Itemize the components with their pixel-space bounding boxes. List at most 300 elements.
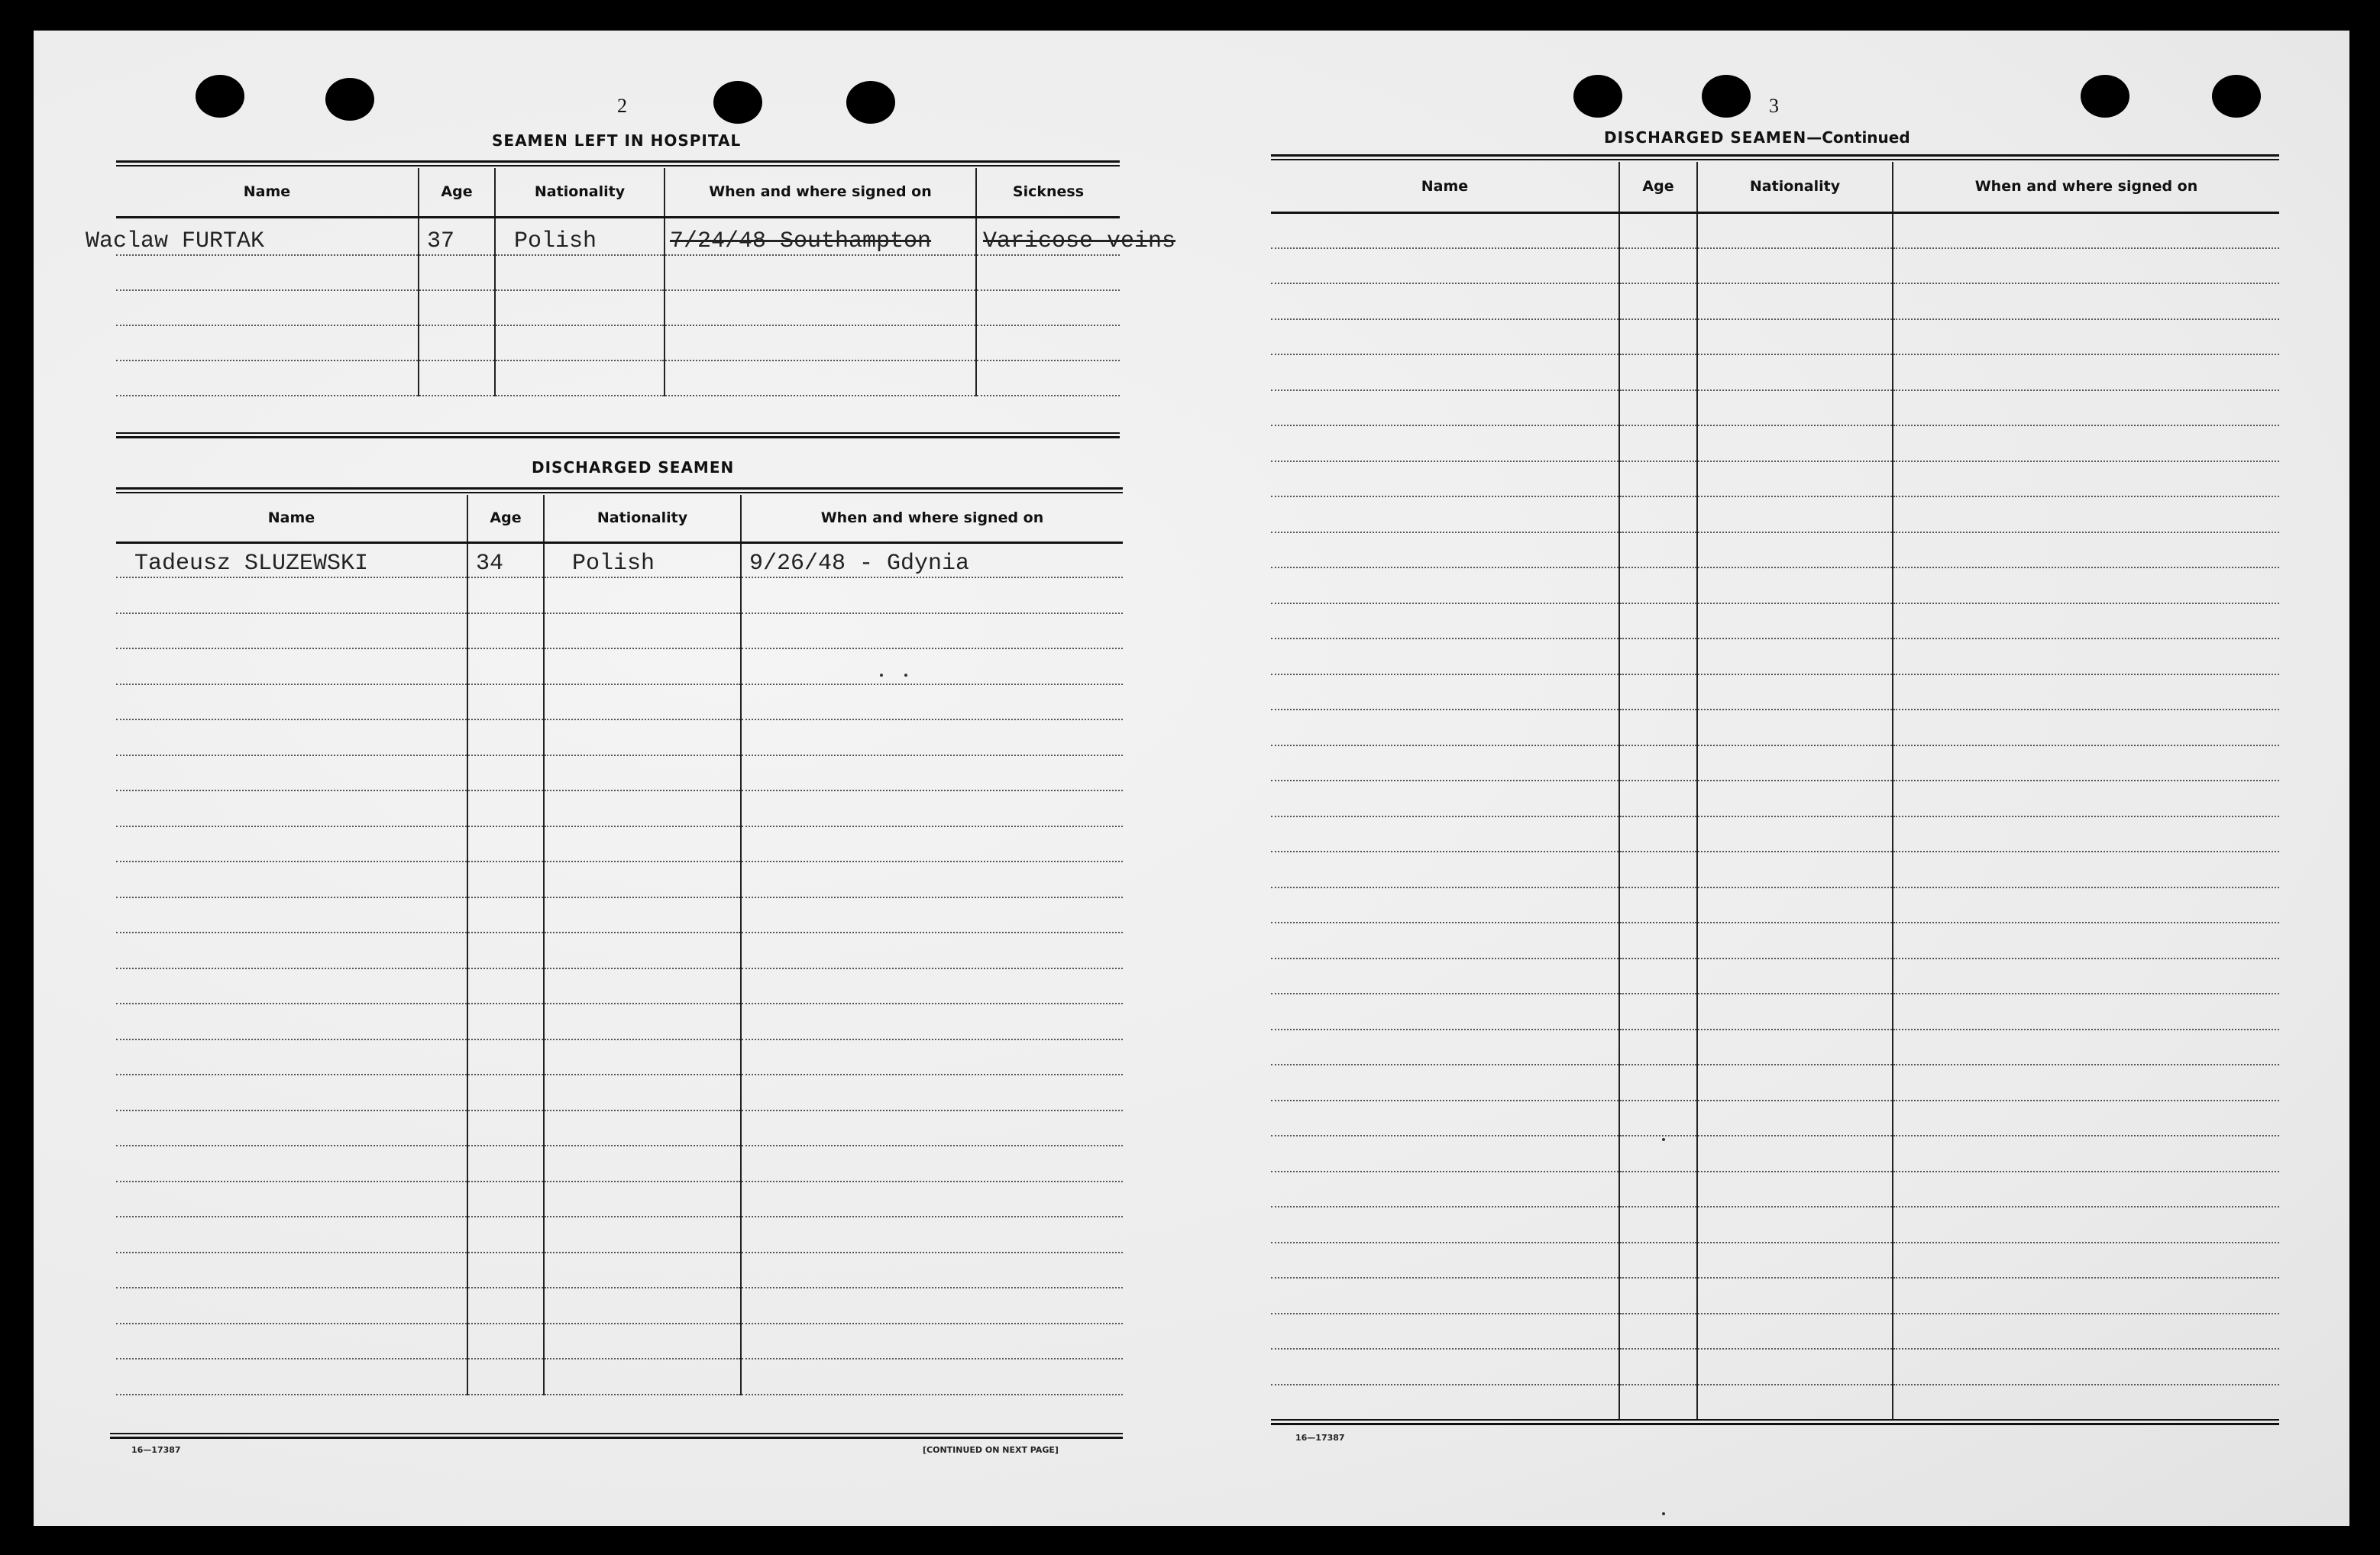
cell-nationality — [1697, 248, 1893, 284]
cell-name — [1271, 354, 1619, 390]
cell-sickness: Varicose veins — [976, 217, 1120, 255]
cell-name — [116, 1039, 467, 1075]
cell-name — [1271, 283, 1619, 319]
cell-signed-on — [1893, 1172, 2279, 1207]
cell-signed-on — [1893, 816, 2279, 852]
cell-nationality — [1697, 532, 1893, 568]
cell-name — [116, 968, 467, 1004]
cell-nationality — [1697, 1172, 1893, 1207]
cell-age — [1619, 354, 1697, 390]
cell-nationality — [544, 933, 741, 968]
cell-age — [1619, 994, 1697, 1030]
cell-nationality — [1697, 994, 1893, 1030]
cell-name — [1271, 1243, 1619, 1279]
cell-age — [1619, 1314, 1697, 1350]
col-header-name: Name — [1271, 162, 1619, 212]
table-row — [1271, 1065, 2279, 1101]
cell-signed-on — [1893, 745, 2279, 781]
cell-signed-on — [1893, 1278, 2279, 1314]
cell-age — [467, 1075, 544, 1110]
cell-nationality: Polish — [544, 542, 741, 577]
table-bottom-rule — [1271, 1419, 2279, 1425]
table-row — [116, 1253, 1123, 1288]
cell-nationality — [495, 255, 665, 290]
cell-nationality — [544, 1324, 741, 1359]
cell-name — [116, 1359, 467, 1395]
cell-name — [116, 933, 467, 968]
cell-age — [1619, 496, 1697, 532]
table-row — [1271, 710, 2279, 745]
form-number-left: 16—17387 — [131, 1445, 181, 1455]
cell-nationality: Polish — [495, 217, 665, 255]
cell-name — [116, 1004, 467, 1039]
table-row — [1271, 532, 2279, 568]
cell-name — [116, 1075, 467, 1110]
cell-signed-on — [1893, 1207, 2279, 1243]
table-row — [116, 360, 1120, 396]
cell-nationality — [1697, 390, 1893, 426]
form-number-right: 16—17387 — [1295, 1433, 1345, 1443]
cell-name — [1271, 638, 1619, 674]
cell-nationality — [495, 360, 665, 396]
cell-nationality — [544, 1039, 741, 1075]
cell-name — [116, 325, 419, 360]
col-header-age: Age — [419, 168, 495, 217]
cell-signed-on — [1893, 319, 2279, 355]
cell-nationality — [544, 648, 741, 684]
cell-name — [1271, 1278, 1619, 1314]
cell-signed-on — [741, 862, 1123, 897]
cell-signed-on — [1893, 283, 2279, 319]
cell-age — [1619, 1172, 1697, 1207]
cell-signed-on — [1893, 781, 2279, 816]
cell-nationality — [544, 1288, 741, 1324]
cell-nationality — [1697, 959, 1893, 994]
table-row — [1271, 1314, 2279, 1350]
cell-nationality — [544, 684, 741, 720]
cell-name — [1271, 1136, 1619, 1172]
cell-signed-on — [741, 790, 1123, 826]
cell-signed-on — [741, 613, 1123, 649]
cell-nationality — [544, 1146, 741, 1182]
cell-age — [1619, 816, 1697, 852]
cell-age — [1619, 959, 1697, 994]
col-header-signed-on: When and where signed on — [741, 495, 1123, 542]
cell-signed-on — [741, 648, 1123, 684]
cell-name — [1271, 390, 1619, 426]
table-row — [116, 1075, 1123, 1110]
cell-age — [467, 648, 544, 684]
cell-nationality — [1697, 781, 1893, 816]
cell-age — [467, 719, 544, 755]
scan-speck — [904, 674, 907, 677]
discharged-continued-table — [1271, 162, 2279, 1421]
cell-signed-on — [741, 1288, 1123, 1324]
discharged-section-title: DISCHARGED SEAMEN — [532, 458, 735, 477]
table-row — [116, 1004, 1123, 1039]
cell-signed-on — [741, 719, 1123, 755]
punch-hole — [2081, 75, 2129, 118]
cell-sickness — [976, 290, 1120, 325]
cell-age — [467, 1004, 544, 1039]
cell-age — [1619, 1385, 1697, 1421]
cell-nationality — [1697, 852, 1893, 887]
punch-hole — [1573, 75, 1622, 118]
cell-signed-on — [741, 968, 1123, 1004]
discharged-continued-title — [1604, 128, 1910, 147]
table-top-rule — [116, 160, 1120, 166]
cell-signed-on — [1893, 1314, 2279, 1350]
cell-age — [419, 325, 495, 360]
cell-signed-on — [1893, 532, 2279, 568]
table-bottom-rule — [116, 432, 1120, 438]
hospital-table — [86, 168, 1176, 396]
cell-age — [1619, 1101, 1697, 1136]
cell-age — [1619, 425, 1697, 461]
punch-hole — [2212, 75, 2261, 118]
cell-nationality — [544, 1110, 741, 1146]
table-row — [1271, 852, 2279, 887]
cell-name — [116, 826, 467, 862]
cell-signed-on — [665, 255, 976, 290]
cell-nationality — [1697, 887, 1893, 923]
cell-age — [1619, 1136, 1697, 1172]
cell-nationality — [1697, 354, 1893, 390]
cell-age — [467, 1359, 544, 1395]
table-row — [1271, 603, 2279, 639]
cell-signed-on — [1893, 959, 2279, 994]
cell-signed-on — [1893, 354, 2279, 390]
cell-nationality — [1697, 212, 1893, 248]
col-header-signed-on: When and where signed on — [665, 168, 976, 217]
cell-name — [1271, 1349, 1619, 1385]
cell-nationality — [544, 577, 741, 613]
cell-name — [116, 255, 419, 290]
table-row — [116, 325, 1120, 360]
cell-age — [1619, 603, 1697, 639]
cell-signed-on — [1893, 1101, 2279, 1136]
table-row — [116, 719, 1123, 755]
cell-nationality — [1697, 1314, 1893, 1350]
table-row — [1271, 781, 2279, 816]
cell-nationality — [1697, 319, 1893, 355]
table-row — [116, 790, 1123, 826]
cell-name: Tadeusz SLUZEWSKI — [116, 542, 467, 577]
cell-sickness — [976, 255, 1120, 290]
cell-name — [116, 719, 467, 755]
cell-nationality — [1697, 567, 1893, 603]
cell-nationality — [1697, 461, 1893, 497]
cell-age — [1619, 532, 1697, 568]
cell-name — [1271, 994, 1619, 1030]
cell-signed-on — [1893, 1385, 2279, 1421]
table-row — [1271, 354, 2279, 390]
cell-age — [467, 790, 544, 826]
cell-name — [1271, 248, 1619, 284]
cell-age — [467, 933, 544, 968]
cell-nationality — [544, 897, 741, 933]
cell-name — [116, 790, 467, 826]
cell-name — [116, 1110, 467, 1146]
cell-nationality — [1697, 1136, 1893, 1172]
cell-name — [116, 1182, 467, 1217]
cell-signed-on: 7/24/48 Southampton — [665, 217, 976, 255]
cell-signed-on — [1893, 390, 2279, 426]
table-row — [1271, 638, 2279, 674]
cell-signed-on — [741, 1039, 1123, 1075]
table-row — [1271, 248, 2279, 284]
col-header-sickness: Sickness — [976, 168, 1120, 217]
cell-nationality — [544, 1075, 741, 1110]
table-row — [1271, 283, 2279, 319]
col-header-age: Age — [1619, 162, 1697, 212]
cell-nationality — [1697, 1349, 1893, 1385]
cell-signed-on — [741, 1004, 1123, 1039]
table-row — [1271, 496, 2279, 532]
table-row — [1271, 887, 2279, 923]
cell-age — [1619, 1030, 1697, 1065]
table-row — [116, 933, 1123, 968]
cell-age — [1619, 461, 1697, 497]
punch-hole — [713, 81, 762, 124]
cell-nationality — [1697, 710, 1893, 745]
cell-name — [116, 862, 467, 897]
table-row — [1271, 1207, 2279, 1243]
cell-age — [1619, 567, 1697, 603]
table-row — [116, 577, 1123, 613]
cell-nationality — [1697, 1065, 1893, 1101]
cell-age — [467, 1217, 544, 1253]
cell-name — [1271, 887, 1619, 923]
cell-age — [1619, 390, 1697, 426]
cell-name — [1271, 212, 1619, 248]
table-bottom-rule — [110, 1433, 1123, 1439]
cell-nationality — [1697, 425, 1893, 461]
cell-name — [1271, 959, 1619, 994]
cell-nationality — [495, 325, 665, 360]
cell-nationality — [1697, 923, 1893, 959]
table-row — [116, 1288, 1123, 1324]
cell-name — [116, 684, 467, 720]
punch-hole — [846, 81, 895, 124]
cell-nationality — [1697, 816, 1893, 852]
cell-name — [1271, 532, 1619, 568]
cell-age — [467, 1146, 544, 1182]
cell-age — [1619, 1065, 1697, 1101]
hospital-section-title: SEAMEN LEFT IN HOSPITAL — [492, 131, 742, 150]
cell-signed-on — [741, 577, 1123, 613]
table-row — [1271, 816, 2279, 852]
col-header-nationality: Nationality — [544, 495, 741, 542]
cell-signed-on — [1893, 1349, 2279, 1385]
cell-name — [1271, 1385, 1619, 1421]
scan-speck — [1662, 1138, 1665, 1141]
cell-signed-on — [1893, 887, 2279, 923]
cell-nationality — [1697, 603, 1893, 639]
cell-name — [116, 1288, 467, 1324]
cell-sickness — [976, 325, 1120, 360]
cell-nationality — [1697, 1243, 1893, 1279]
punch-hole — [1702, 75, 1751, 118]
table-row — [1271, 1101, 2279, 1136]
cell-age — [1619, 887, 1697, 923]
cell-nationality — [544, 719, 741, 755]
cell-signed-on — [665, 290, 976, 325]
cell-age — [1619, 781, 1697, 816]
table-top-rule — [116, 487, 1123, 493]
cell-age — [467, 1110, 544, 1146]
cell-signed-on — [1893, 603, 2279, 639]
cell-name — [1271, 674, 1619, 710]
cell-nationality — [544, 1182, 741, 1217]
table-row — [1271, 212, 2279, 248]
cell-nationality — [544, 1359, 741, 1395]
table-row — [116, 1039, 1123, 1075]
table-row — [116, 1359, 1123, 1395]
cell-signed-on — [1893, 567, 2279, 603]
cell-nationality — [544, 826, 741, 862]
cell-signed-on — [1893, 212, 2279, 248]
cell-signed-on — [741, 1146, 1123, 1182]
table-row — [116, 217, 1120, 255]
cell-signed-on — [741, 1110, 1123, 1146]
table-row — [116, 1182, 1123, 1217]
cell-signed-on — [1893, 674, 2279, 710]
page-number-right: 3 — [1769, 95, 1779, 117]
cell-age — [1619, 674, 1697, 710]
table-row — [1271, 1030, 2279, 1065]
cell-name — [1271, 1101, 1619, 1136]
cell-nationality — [1697, 1207, 1893, 1243]
col-header-nationality: Nationality — [495, 168, 665, 217]
cell-signed-on — [741, 1359, 1123, 1395]
cell-nationality — [544, 613, 741, 649]
cell-name — [1271, 425, 1619, 461]
cell-signed-on — [741, 1075, 1123, 1110]
cell-age: 37 — [419, 217, 495, 255]
cell-nationality — [1697, 745, 1893, 781]
table-row — [1271, 923, 2279, 959]
cell-signed-on — [1893, 496, 2279, 532]
cell-nationality — [1697, 674, 1893, 710]
cell-name — [116, 1217, 467, 1253]
cell-age — [467, 1288, 544, 1324]
cell-name — [116, 648, 467, 684]
cell-name — [1271, 496, 1619, 532]
punch-hole — [325, 78, 374, 121]
table-row — [116, 1146, 1123, 1182]
cell-name — [116, 360, 419, 396]
cell-signed-on — [741, 1253, 1123, 1288]
section-title-main: DISCHARGED SEAMEN — [1604, 128, 1807, 147]
cell-nationality — [1697, 496, 1893, 532]
cell-name — [116, 577, 467, 613]
cell-nationality — [1697, 1278, 1893, 1314]
table-row — [1271, 1278, 2279, 1314]
cell-name — [1271, 745, 1619, 781]
cell-signed-on — [665, 360, 976, 396]
cell-name — [116, 1324, 467, 1359]
cell-age — [1619, 319, 1697, 355]
cell-nationality — [495, 290, 665, 325]
cell-name — [116, 1146, 467, 1182]
cell-name — [1271, 567, 1619, 603]
cell-age — [467, 897, 544, 933]
table-row — [116, 968, 1123, 1004]
cell-nationality — [544, 968, 741, 1004]
continued-note: [CONTINUED ON NEXT PAGE] — [923, 1445, 1059, 1455]
table-row — [1271, 1243, 2279, 1279]
page-number-left: 2 — [617, 95, 627, 117]
cell-signed-on — [1893, 994, 2279, 1030]
cell-age — [467, 613, 544, 649]
table-row — [116, 684, 1123, 720]
cell-age — [1619, 710, 1697, 745]
cell-age — [1619, 1243, 1697, 1279]
table-row — [1271, 319, 2279, 355]
cell-name — [116, 1253, 467, 1288]
cell-nationality — [544, 862, 741, 897]
table-row — [1271, 1349, 2279, 1385]
cell-nationality — [544, 790, 741, 826]
cell-signed-on — [665, 325, 976, 360]
cell-nationality — [544, 755, 741, 791]
cell-signed-on — [741, 1324, 1123, 1359]
section-title-suffix: —Continued — [1806, 128, 1910, 147]
cell-signed-on — [1893, 638, 2279, 674]
cell-age — [419, 290, 495, 325]
cell-age — [467, 684, 544, 720]
cell-name — [1271, 923, 1619, 959]
cell-age — [419, 360, 495, 396]
cell-name — [1271, 1207, 1619, 1243]
table-row — [1271, 994, 2279, 1030]
cell-name — [116, 755, 467, 791]
cell-age — [1619, 1349, 1697, 1385]
table-row — [1271, 390, 2279, 426]
col-header-nationality: Nationality — [1697, 162, 1893, 212]
cell-name — [1271, 603, 1619, 639]
cell-signed-on — [1893, 852, 2279, 887]
cell-signed-on: 9/26/48 - Gdynia — [741, 542, 1123, 577]
cell-age — [1619, 852, 1697, 887]
table-row — [116, 648, 1123, 684]
cell-age — [467, 1324, 544, 1359]
discharged-table — [116, 495, 1123, 1395]
table-row — [116, 613, 1123, 649]
cell-age — [1619, 212, 1697, 248]
cell-age — [467, 968, 544, 1004]
cell-nationality — [544, 1253, 741, 1288]
table-row — [1271, 745, 2279, 781]
table-row — [1271, 1172, 2279, 1207]
cell-nationality — [1697, 638, 1893, 674]
cell-age — [1619, 283, 1697, 319]
cell-signed-on — [741, 684, 1123, 720]
cell-name — [116, 613, 467, 649]
table-row — [116, 755, 1123, 791]
table-row — [1271, 1385, 2279, 1421]
cell-signed-on — [1893, 1243, 2279, 1279]
col-header-age: Age — [467, 495, 544, 542]
table-row — [116, 862, 1123, 897]
table-row — [1271, 1136, 2279, 1172]
cell-age — [419, 255, 495, 290]
cell-nationality — [1697, 1101, 1893, 1136]
cell-name — [116, 897, 467, 933]
cell-signed-on — [1893, 248, 2279, 284]
col-header-signed-on: When and where signed on — [1893, 162, 2279, 212]
